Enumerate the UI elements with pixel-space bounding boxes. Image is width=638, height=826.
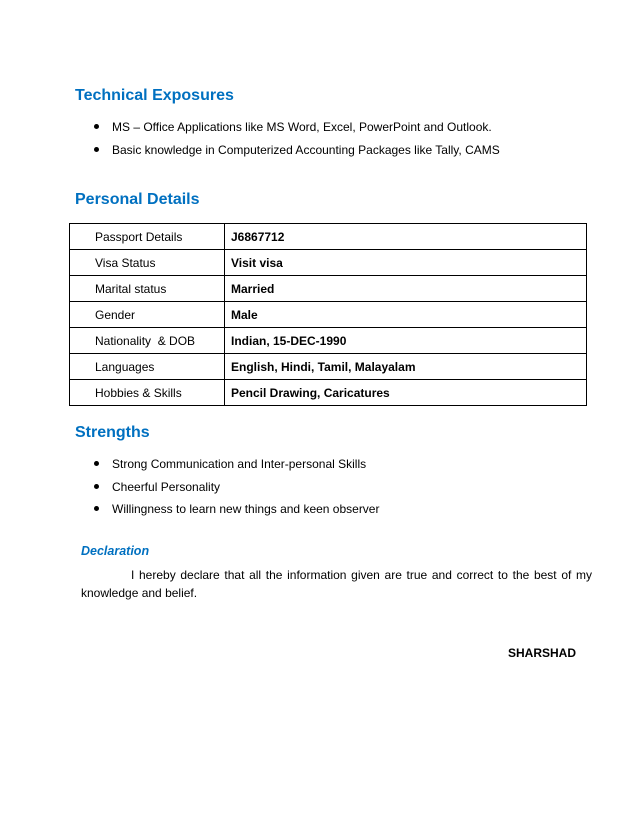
strengths-heading: Strengths bbox=[75, 424, 150, 441]
list-item bbox=[94, 120, 500, 143]
list-item bbox=[94, 457, 379, 480]
table-row bbox=[70, 250, 587, 276]
list-item-text: MS – Office Applications like MS Word, Excel, PowerPoint and Outlook. bbox=[112, 120, 492, 134]
technical-exposures-list bbox=[94, 120, 500, 165]
nationality-dob-value: Indian, 15-DEC-1990 bbox=[225, 328, 587, 354]
languages-value: English, Hindi, Tamil, Malayalam bbox=[225, 354, 587, 380]
strengths-list bbox=[94, 457, 379, 525]
table-row bbox=[70, 276, 587, 302]
nationality-dob-label: Nationality & DOB bbox=[70, 328, 225, 354]
marital-status-value: Married bbox=[225, 276, 587, 302]
bullet-icon bbox=[94, 124, 99, 129]
marital-status-label: Marital status bbox=[70, 276, 225, 302]
table-row bbox=[70, 302, 587, 328]
hobbies-skills-value: Pencil Drawing, Caricatures bbox=[225, 380, 587, 406]
list-item-text: Strong Communication and Inter-personal Skills bbox=[112, 457, 367, 471]
gender-value: Male bbox=[225, 302, 587, 328]
bullet-icon bbox=[94, 461, 99, 466]
hobbies-skills-label: Hobbies & Skills bbox=[70, 380, 225, 406]
table-row bbox=[70, 380, 587, 406]
personal-details-table bbox=[69, 223, 587, 406]
languages-label: Languages bbox=[70, 354, 225, 380]
table-row bbox=[70, 328, 587, 354]
list-item-text: Willingness to learn new things and keen observer bbox=[112, 502, 380, 516]
list-item bbox=[94, 143, 500, 166]
table-row bbox=[70, 354, 587, 380]
declaration-text: I hereby declare that all the information given are true and correct to the best of my knowledge and belief. bbox=[81, 568, 592, 600]
passport-value: J6867712 bbox=[225, 224, 587, 250]
bullet-icon bbox=[94, 506, 99, 511]
bullet-icon bbox=[94, 147, 99, 152]
list-item bbox=[94, 502, 379, 525]
passport-label: Passport Details bbox=[70, 224, 225, 250]
list-item-text: Basic knowledge in Computerized Accounting Packages like Tally, CAMS bbox=[112, 142, 500, 157]
gender-label: Gender bbox=[70, 302, 225, 328]
technical-exposures-heading: Technical Exposures bbox=[75, 87, 234, 104]
visa-status-value: Visit visa bbox=[225, 250, 587, 276]
declaration-heading: Declaration bbox=[81, 544, 150, 558]
table-row bbox=[70, 224, 587, 250]
personal-details-heading: Personal Details bbox=[75, 191, 200, 208]
list-item-text: Cheerful Personality bbox=[112, 479, 221, 494]
visa-status-label: Visa Status bbox=[70, 250, 225, 276]
signature-name: SHARSHAD bbox=[508, 646, 577, 660]
list-item bbox=[94, 480, 379, 503]
bullet-icon bbox=[94, 484, 99, 489]
